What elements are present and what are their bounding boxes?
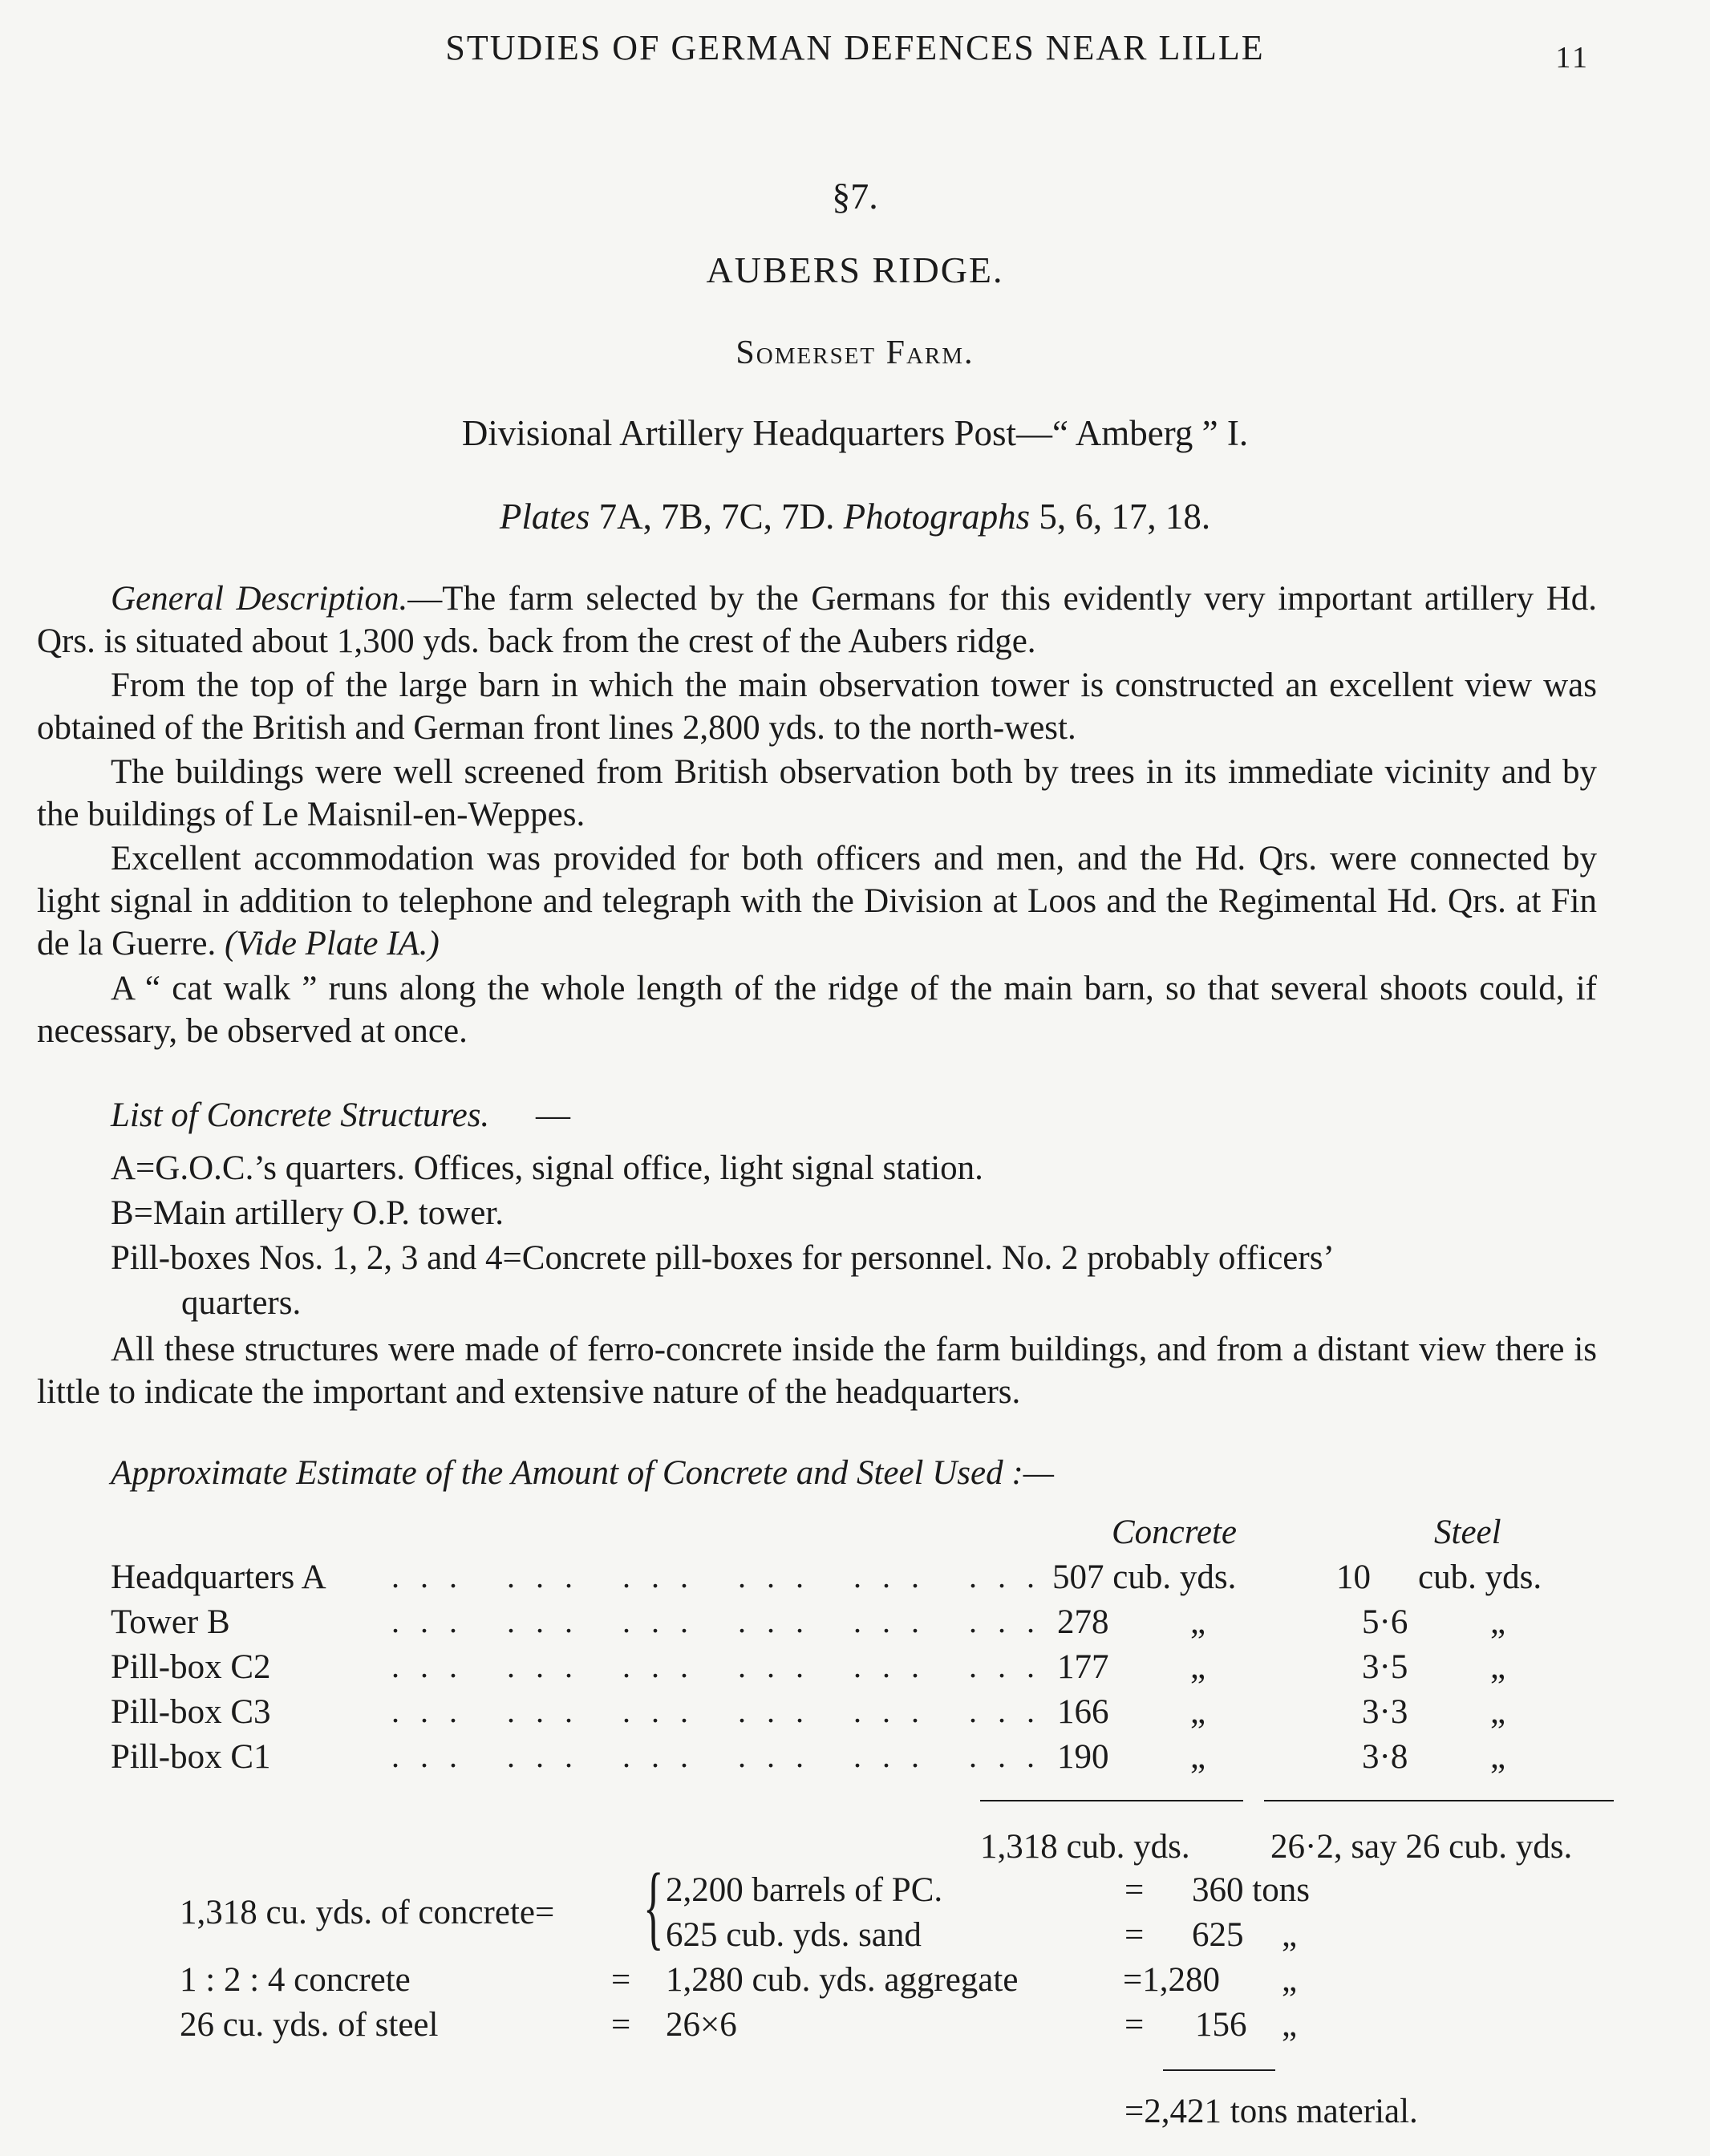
estimate-row-concrete: 507 cub. yds. [1052, 1558, 1237, 1596]
estimate-row-concrete: 278 [1057, 1603, 1109, 1641]
total-steel: 26·2, say 26 cub. yds. [1270, 1828, 1573, 1866]
sand-equals: = [1124, 1916, 1145, 1954]
brace-glyph: { [643, 1854, 664, 1959]
plates-line [0, 496, 1710, 537]
structure-item-pillboxes-cont: quarters. [181, 1284, 302, 1322]
estimate-row-steel-unit: „ [1490, 1648, 1506, 1686]
aggregate-tons: =1,280 [1123, 1961, 1221, 1999]
paragraph-text: All these structures were made of ferro-concrete inside the farm buildings, and from a distant view there is little to indicate the important and extensive nature of the headquarters. [37, 1331, 1597, 1411]
structures-heading-dash: — [536, 1096, 570, 1134]
estimate-row-label: Pill-box C3 [111, 1693, 271, 1731]
estimate-row-concrete: 190 [1057, 1738, 1109, 1776]
steel-tons: 156 [1195, 2006, 1247, 2044]
sand-tons: 625 [1192, 1916, 1244, 1954]
estimate-row-steel-unit: „ [1490, 1738, 1506, 1776]
estimate-row-label: Headquarters A [111, 1558, 326, 1596]
structures-heading: List of Concrete Structures. [111, 1096, 490, 1134]
general-description-heading: General Description. [111, 580, 408, 618]
structures-closing-paragraph [37, 1328, 1597, 1413]
paragraph-text: Excellent accommodation was provided for both officers and men, and the Hd. Qrs. were connected by light signal in addition to telephone and telegraph with the Division at Loos and the Regimental Hd. Qrs. at Fin de la Guerre. [37, 840, 1597, 962]
estimate-row-concrete-ditto: „ [1190, 1603, 1206, 1641]
steel-equals: = [611, 2006, 631, 2044]
plates-values: 7A, 7B, 7C, 7D. [590, 496, 844, 537]
estimate-row-steel: 10 [1336, 1558, 1371, 1596]
steel-calculation: 26×6 [666, 2006, 737, 2044]
plates-label: Plates [499, 496, 590, 537]
general-description-paragraph [37, 578, 1597, 663]
leader-dots: ... ... ... ... ... ... [391, 1648, 1056, 1684]
steel-tons-equals: = [1124, 2006, 1145, 2044]
concrete-breakdown-label: 1,318 cu. yds. of concrete= [180, 1894, 555, 1931]
paragraph-cat-walk [37, 967, 1597, 1052]
estimate-row-concrete-ditto: „ [1190, 1738, 1206, 1776]
sand-ditto: „ [1282, 1916, 1298, 1954]
total-rule-steel [1264, 1800, 1614, 1801]
paragraph-text: The buildings were well screened from British observation both by trees in its immediate vicinity and by the buildings of Le Maisnil-en-Weppes. [37, 753, 1597, 833]
structure-item-a: A=G.O.C.’s quarters. Offices, signal office, light signal station. [111, 1149, 983, 1187]
estimate-row-steel: 3·3 [1362, 1693, 1408, 1731]
aggregate-ditto: „ [1282, 1961, 1298, 1999]
estimate-row-steel-unit: „ [1490, 1693, 1506, 1731]
estimate-row-steel-unit: cub. yds. [1418, 1558, 1542, 1596]
estimate-row-steel: 3·5 [1362, 1648, 1408, 1686]
mix-equals: = [611, 1961, 631, 1999]
estimate-row-concrete-ditto: „ [1190, 1693, 1206, 1731]
column-header-steel: Steel [1434, 1514, 1501, 1551]
vide-plate-reference: (Vide Plate IA.) [224, 925, 440, 962]
structure-item-pillboxes: Pill-boxes Nos. 1, 2, 3 and 4=Concrete pill-boxes for personnel. No. 2 probably officers’ [111, 1239, 1335, 1277]
estimate-heading: Approximate Estimate of the Amount of Concrete and Steel Used :— [111, 1454, 1054, 1492]
grand-total: =2,421 tons material. [1124, 2093, 1418, 2130]
pc-barrels: 2,200 barrels of PC. [666, 1871, 943, 1909]
leader-dots: ... ... ... ... ... ... [391, 1558, 1056, 1595]
aggregate-volume: 1,280 cub. yds. aggregate [666, 1961, 1019, 1999]
paragraph-observation-tower [37, 664, 1597, 749]
pc-equals: = [1124, 1871, 1145, 1909]
mix-ratio-label: 1 : 2 : 4 concrete [180, 1961, 411, 1999]
estimate-row-steel: 3·8 [1362, 1738, 1408, 1776]
estimate-row-steel: 5·6 [1362, 1603, 1408, 1641]
estimate-row-label: Tower B [111, 1603, 230, 1641]
paragraph-text: A “ cat walk ” runs along the whole length of the ridge of the main barn, so that several shoots could, if necessary, be observed at once. [37, 970, 1597, 1050]
section-subtitle: Somerset Farm. [735, 334, 975, 371]
running-title: STUDIES OF GERMAN DEFENCES NEAR LILLE [445, 28, 1265, 67]
sand-volume: 625 cub. yds. sand [666, 1916, 922, 1954]
general-description-text: —The farm selected by the Germans for this evidently very important artillery Hd. Qrs. is situated about 1,300 yds. back from the crest of the Aubers ridge. [37, 580, 1598, 660]
section-number: §7. [832, 176, 878, 217]
estimate-row-concrete-ditto: „ [1190, 1648, 1206, 1686]
column-header-concrete: Concrete [1112, 1514, 1238, 1551]
total-concrete: 1,318 cub. yds. [980, 1828, 1190, 1866]
structure-item-b: B=Main artillery O.P. tower. [111, 1194, 504, 1232]
section-title: AUBERS RIDGE. [706, 249, 1004, 290]
estimate-row-label: Pill-box C1 [111, 1738, 271, 1776]
estimate-row-label: Pill-box C2 [111, 1648, 271, 1686]
page-number: 11 [1555, 41, 1590, 75]
grand-total-rule [1163, 2069, 1275, 2071]
paragraph-screening [37, 751, 1597, 836]
estimate-row-concrete: 177 [1057, 1648, 1109, 1686]
photographs-values: 5, 6, 17, 18. [1030, 496, 1211, 537]
steel-ditto: „ [1282, 2006, 1298, 2044]
pc-tons: 360 tons [1192, 1871, 1310, 1909]
paragraph-text: From the top of the large barn in which the main observation tower is constructed an excellent view was obtained of the British and German front lines 2,800 yds. to the north-west. [37, 667, 1597, 747]
paragraph-accommodation [37, 837, 1597, 965]
steel-volume-label: 26 cu. yds. of steel [180, 2006, 439, 2044]
post-heading: Divisional Artillery Headquarters Post—“ Amberg ” I. [461, 413, 1249, 453]
leader-dots: ... ... ... ... ... ... [391, 1603, 1056, 1639]
leader-dots: ... ... ... ... ... ... [391, 1693, 1056, 1729]
estimate-row-concrete: 166 [1057, 1693, 1109, 1731]
estimate-row-steel-unit: „ [1490, 1603, 1506, 1641]
total-rule-concrete [980, 1800, 1243, 1801]
photographs-label: Photographs [843, 496, 1031, 537]
leader-dots: ... ... ... ... ... ... [391, 1738, 1056, 1774]
